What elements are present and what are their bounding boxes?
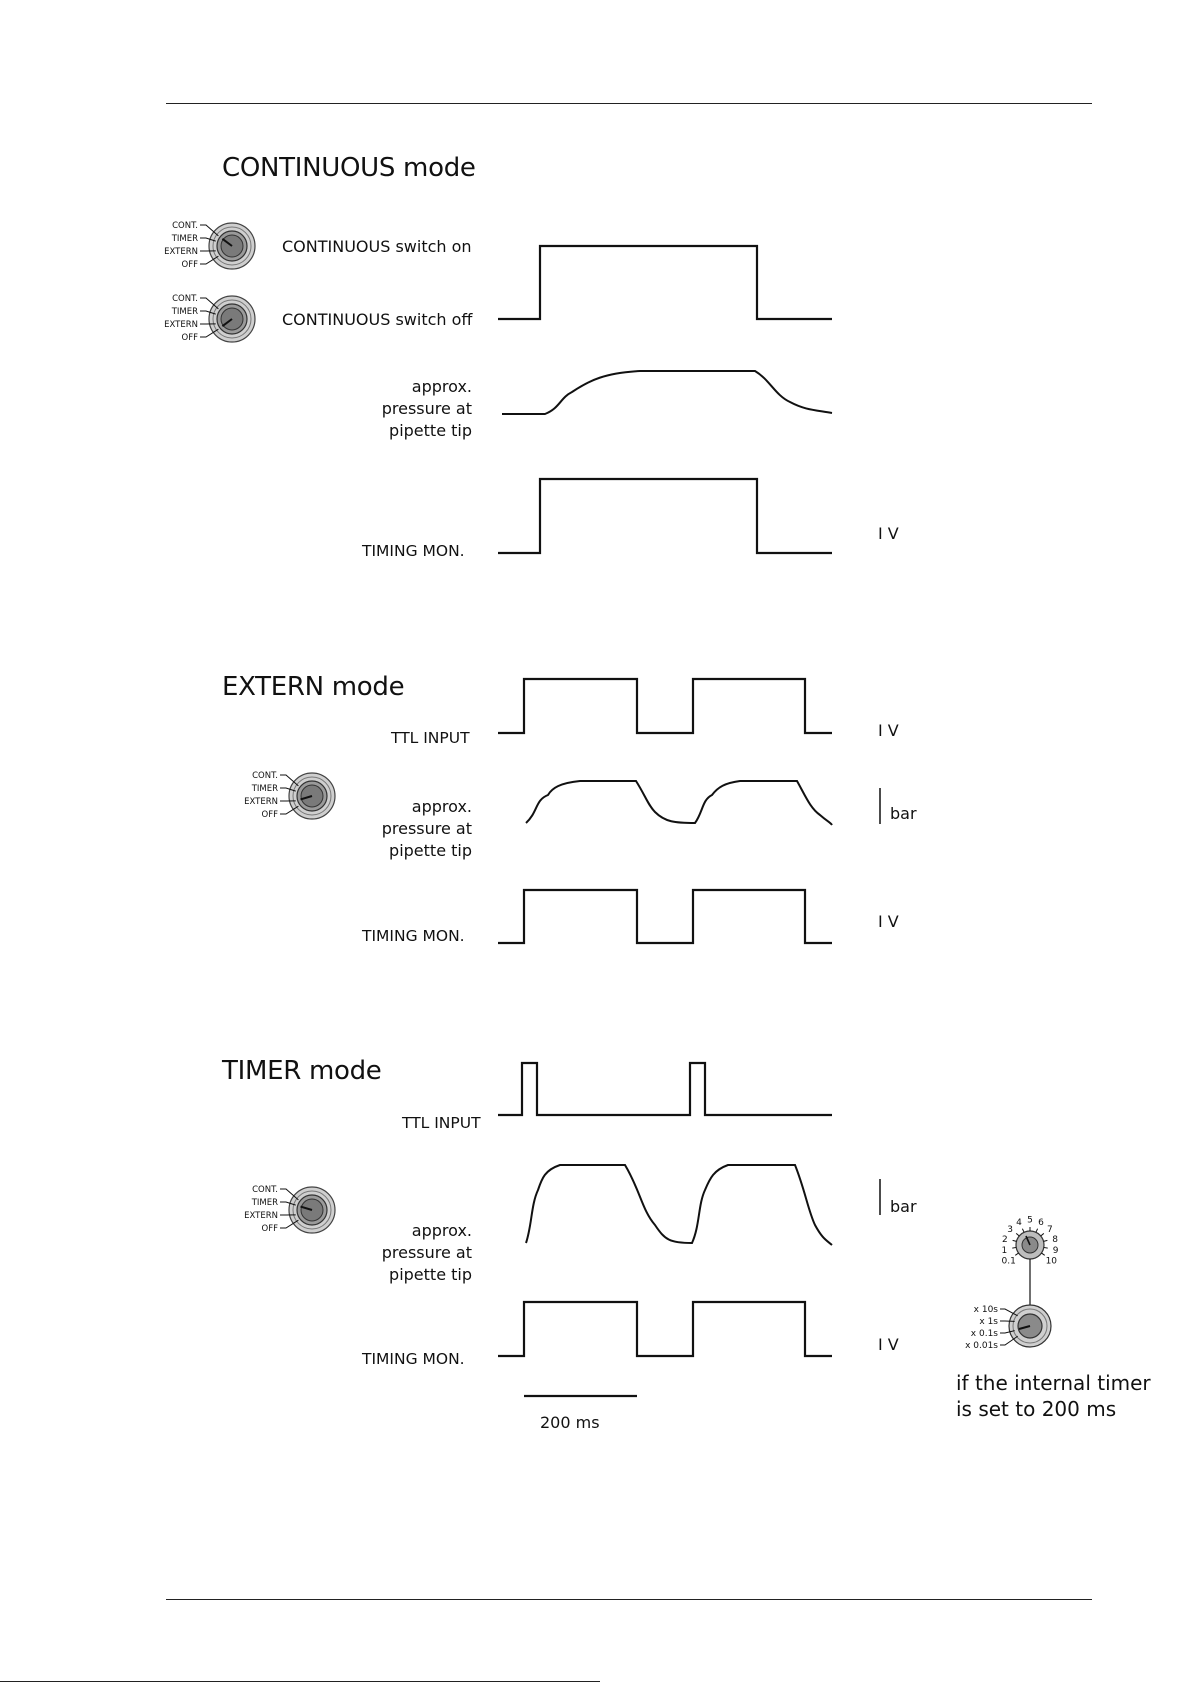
timer-value-mark: 8: [1052, 1234, 1058, 1245]
timer-value-mark: 3: [1007, 1224, 1013, 1235]
switch-position-label: EXTERN: [244, 1211, 278, 1221]
continuous-switch-off-label: CONTINUOUS switch off: [282, 310, 473, 329]
switch-position-label: TIMER: [251, 1198, 278, 1208]
timer-value-mark: 2: [1002, 1234, 1008, 1245]
timer-range-mark: x 10s: [973, 1305, 998, 1315]
timer-timing-waveform: [498, 1302, 832, 1356]
extern-mode-title: EXTERN mode: [222, 672, 405, 702]
switch-position-label: OFF: [261, 810, 278, 820]
switch-position-label: OFF: [181, 333, 198, 343]
timer-pressure-waveform: [526, 1165, 832, 1245]
continuous-timing-scale: I V: [878, 524, 899, 543]
timer-dial-group: [960, 1214, 1084, 1354]
timer-timing-label: TIMING MON.: [362, 1350, 465, 1368]
switch-position-label: EXTERN: [164, 247, 198, 257]
switch-position-label: CONT.: [252, 771, 278, 781]
timer-value-mark: 0.1: [1001, 1256, 1016, 1267]
timer-pressure-label: approx. pressure at pipette tip: [381, 1221, 472, 1284]
timer-value-mark: 1: [1001, 1246, 1008, 1257]
extern-pressure-label: approx. pressure at pipette tip: [381, 797, 472, 860]
continuous-switch-on-label: CONTINUOUS switch on: [282, 237, 472, 256]
extern-timing-label: TIMING MON.: [362, 927, 465, 945]
timer-range-mark: x 1s: [979, 1317, 998, 1327]
continuous-mode-title: CONTINUOUS mode: [222, 153, 476, 183]
switch-position-label: EXTERN: [164, 320, 198, 330]
extern-pressure-scale: bar: [890, 804, 917, 823]
switch-position-label: CONT.: [172, 294, 198, 304]
timer-value-mark: 4: [1016, 1217, 1022, 1228]
continuous-timing-label: TIMING MON.: [362, 542, 465, 560]
timer-dials-graphic: [960, 1214, 1084, 1354]
timer-range-mark: x 0.1s: [970, 1329, 998, 1339]
timer-range-mark: x 0.01s: [965, 1341, 998, 1351]
time-scale-label: 200 ms: [540, 1413, 600, 1432]
timer-ttl-label: TTL INPUT: [402, 1114, 481, 1132]
continuous-pressure-label: approx. pressure at pipette tip: [381, 377, 472, 440]
timer-caption: if the internal timer is set to 200 ms: [956, 1371, 1151, 1421]
timer-pressure-scale: bar: [890, 1197, 917, 1216]
timer-mode-title: TIMER mode: [222, 1056, 382, 1086]
switch-position-label: TIMER: [251, 784, 278, 794]
extern-ttl-label: TTL INPUT: [391, 729, 470, 747]
switch-position-label: CONT.: [252, 1185, 278, 1195]
timer-timing-scale: I V: [878, 1335, 899, 1354]
extern-ttl-scale: I V: [878, 721, 899, 740]
switch-position-label: OFF: [261, 1224, 278, 1234]
switch-position-label: TIMER: [171, 307, 198, 317]
switch-position-label: EXTERN: [244, 797, 278, 807]
timer-ttl-waveform: [498, 1063, 832, 1115]
timer-value-mark: 10: [1045, 1256, 1058, 1267]
switch-position-label: TIMER: [171, 234, 198, 244]
switch-position-label: OFF: [181, 260, 198, 270]
timer-value-mark: 9: [1052, 1246, 1059, 1257]
timer-value-mark: 7: [1047, 1224, 1053, 1235]
switch-position-label: CONT.: [172, 221, 198, 231]
timer-value-mark: 6: [1038, 1217, 1044, 1228]
extern-timing-scale: I V: [878, 912, 899, 931]
timer-value-mark: 5: [1027, 1215, 1033, 1226]
